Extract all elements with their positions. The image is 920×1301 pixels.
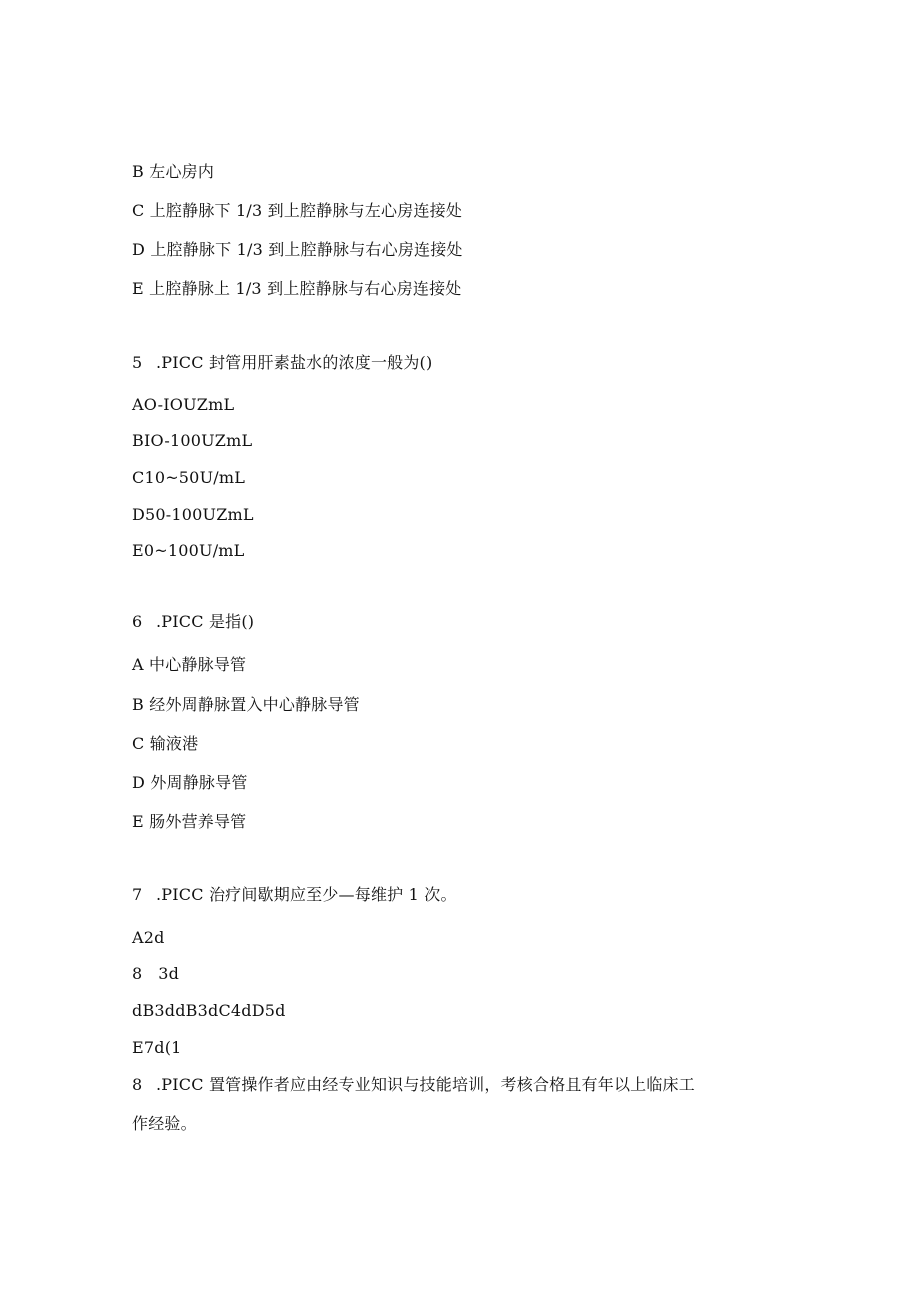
question-5 xyxy=(132,353,432,373)
question-number: 7 xyxy=(132,885,143,904)
question-text: .PICC 治疗间歇期应至少—每维护 1 次。 xyxy=(156,885,457,904)
question-text: .PICC 是指() xyxy=(156,612,255,631)
q6-option-c: C 输液港 xyxy=(132,734,199,753)
question-6 xyxy=(132,612,254,632)
question-8 xyxy=(132,1075,695,1095)
q6-option-a: A 中心静脉导管 xyxy=(132,655,247,674)
q4-option-c: C 上腔静脉下 1/3 到上腔静脉与左心房连接处 xyxy=(132,201,463,220)
question-text: .PICC 置管操作者应由经专业知识与技能培训，考核合格且有年以上临床工 xyxy=(156,1075,695,1094)
q4-option-e: E 上腔静脉上 1/3 到上腔静脉与右心房连接处 xyxy=(132,279,462,298)
q4-option-b: B 左心房内 xyxy=(132,162,215,181)
question-number: 6 xyxy=(132,612,143,631)
q7-option-a: A2d xyxy=(132,928,165,947)
question-number: 5 xyxy=(132,353,143,372)
q7-option-line-2: 8 3d xyxy=(132,964,180,983)
q6-option-d: D 外周静脉导管 xyxy=(132,773,248,792)
question-number: 8 xyxy=(132,1075,143,1094)
q6-option-b: B 经外周静脉置入中心静脉导管 xyxy=(132,695,360,714)
q7-option-line-3: dB3ddB3dC4dD5d xyxy=(132,1001,286,1020)
question-text: .PICC 封管用肝素盐水的浓度一般为() xyxy=(156,353,433,372)
q5-option-b: BIO-100UZmL xyxy=(132,431,253,450)
question-8-continuation: 作经验。 xyxy=(132,1114,197,1133)
q7-option-line-4: E7d(1 xyxy=(132,1038,182,1057)
q5-option-c: C10~50U∕mL xyxy=(132,468,246,487)
q5-option-e: E0~100U∕mL xyxy=(132,541,245,560)
question-7 xyxy=(132,885,457,905)
q4-option-d: D 上腔静脉下 1/3 到上腔静脉与右心房连接处 xyxy=(132,240,463,259)
q6-option-e: E 肠外营养导管 xyxy=(132,812,247,831)
q5-option-a: AO-IOUZmL xyxy=(132,395,235,414)
q5-option-d: D50-100UZmL xyxy=(132,505,254,524)
